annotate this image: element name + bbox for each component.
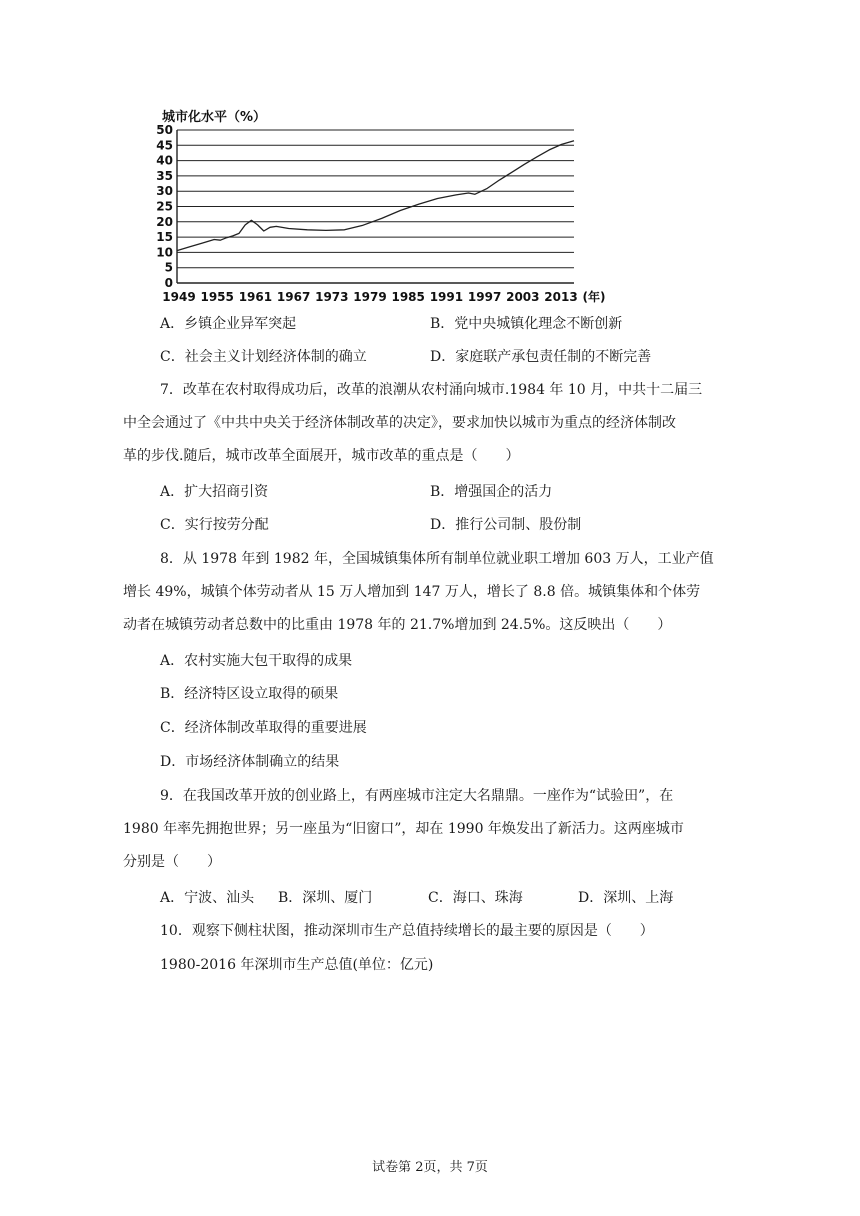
q10-stem: 10．观察下侧柱状图，推动深圳市生产总值持续增长的最主要的原因是（ ）: [160, 923, 654, 939]
x-axis-label: (年): [582, 290, 606, 304]
urbanization-line-chart: [150, 103, 610, 308]
y-tick-label: 15: [156, 230, 173, 245]
x-tick-label: 1979: [353, 290, 387, 304]
q7-stem-line2: 中全会通过了《中共中央关于经济体制改革的决定》，要求加快以城市为重点的经济体制改: [123, 415, 676, 431]
q9-option-b[interactable]: B．深圳、厦门: [278, 890, 373, 906]
q8-option-b[interactable]: B．经济特区设立取得的硕果: [160, 686, 339, 702]
urbanization-chart: [150, 103, 610, 308]
q9-option-a[interactable]: A．宁波、汕头: [160, 890, 255, 906]
x-tick-label: 1991: [429, 290, 464, 304]
q9-option-d[interactable]: D．深圳、上海: [578, 890, 674, 906]
x-tick-label: 1973: [315, 290, 349, 304]
q7-option-b[interactable]: B．增强国企的活力: [430, 484, 553, 500]
q9-option-c[interactable]: C．海口、珠海: [428, 890, 523, 906]
q6-option-a[interactable]: A．乡镇企业异军突起: [160, 316, 297, 332]
q7-option-a[interactable]: A．扩大招商引资: [160, 484, 269, 500]
q6-option-d[interactable]: D．家庭联产承包责任制的不断完善: [430, 349, 652, 365]
q7-option-d[interactable]: D．推行公司制、股份制: [430, 517, 582, 533]
q8-option-c[interactable]: C．经济体制改革取得的重要进展: [160, 720, 367, 736]
q9-stem-line1: 9．在我国改革开放的创业路上，有两座城市注定大名鼎鼎。一座作为“试验田”，在: [160, 788, 674, 804]
q8-stem-line2: 增长 49%，城镇个体劳动者从 15 万人增加到 147 万人，增长了 8.8 倍。城镇集体和个体劳: [123, 584, 701, 600]
q8-option-d[interactable]: D．市场经济体制确立的结果: [160, 754, 340, 770]
y-tick-label: 25: [156, 199, 173, 214]
q8-option-a[interactable]: A．农村实施大包干取得的成果: [160, 653, 353, 669]
q6-option-b[interactable]: B．党中央城镇化理念不断创新: [430, 316, 623, 332]
page-footer: 试卷第 2页，共 7页: [372, 1160, 488, 1175]
q6-options-row1: [160, 314, 623, 334]
y-tick-label: 20: [156, 214, 173, 229]
q8-stem-line3: 动者在城镇劳动者总数中的比重由 1978 年的 21.7%增加到 24.5%。这反映出（ ）: [123, 617, 672, 633]
x-tick-label: 2013: [544, 290, 578, 304]
y-tick-label: 0: [164, 276, 173, 290]
q7-option-c[interactable]: C．实行按劳分配: [160, 517, 269, 533]
y-tick-label: 10: [156, 245, 173, 260]
q9-stem-line2: 1980 年率先拥抱世界；另一座虽为“旧窗口”，却在 1990 年焕发出了新活力。这两座城市: [123, 821, 684, 837]
y-tick-label: 5: [164, 260, 173, 275]
x-tick-label: 1961: [238, 290, 273, 304]
x-tick-label: 1985: [391, 290, 425, 304]
y-tick-label: 30: [156, 184, 173, 199]
q7-stem-line1: 7．改革在农村取得成功后，改革的浪潮从农村涌向城市.1984 年 10 月，中共十二届三: [160, 382, 703, 398]
q7-stem-line3: 革的步伐.随后，城市改革全面展开，城市改革的重点是（ ）: [123, 448, 520, 464]
x-tick-label: 1955: [200, 290, 234, 304]
q8-stem-line1: 8．从 1978 年到 1982 年，全国城镇集体所有制单位就业职工增加 603 万人，工业产值: [160, 551, 714, 567]
y-tick-label: 50: [156, 123, 173, 137]
q10-chart-caption: 1980-2016 年深圳市生产总值(单位：亿元): [160, 957, 434, 973]
q6-option-c[interactable]: C．社会主义计划经济体制的确立: [160, 349, 367, 365]
x-tick-label: 1949: [162, 290, 196, 304]
y-tick-label: 45: [156, 138, 173, 153]
y-tick-label: 40: [156, 153, 173, 168]
x-tick-label: 1967: [276, 290, 311, 304]
q9-stem-line3: 分别是（ ）: [123, 854, 221, 870]
chart-title: 城市化水平（%）: [162, 110, 267, 125]
y-tick-label: 35: [156, 168, 173, 183]
q6-options-row2: [160, 347, 652, 367]
x-tick-label: 1997: [467, 290, 502, 304]
q7-options-row1: [160, 482, 553, 502]
x-tick-label: 2003: [506, 290, 540, 304]
urbanization-series-line: [177, 141, 574, 251]
q7-options-row2: [160, 515, 582, 535]
